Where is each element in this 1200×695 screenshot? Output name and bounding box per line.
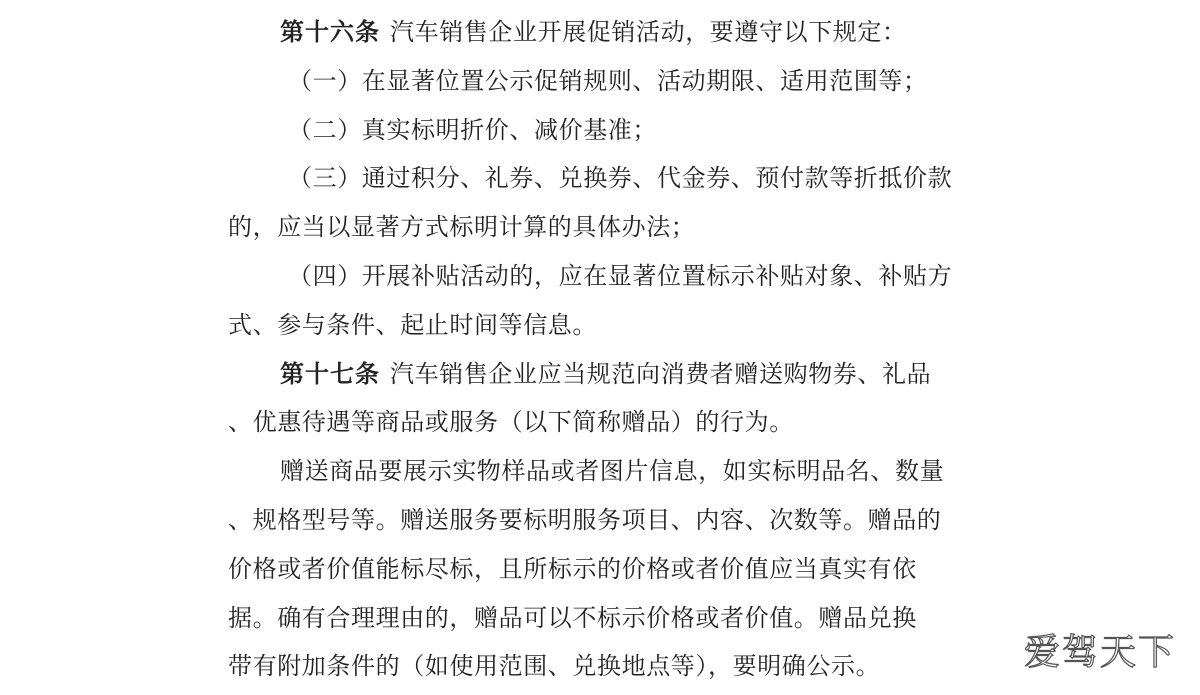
article-17-paragraph-line: 带有附加条件的（如使用范围、兑换地点等），要明确公示。 [228,652,881,681]
article-17-paragraph-line: 据。确有合理理由的，赠品可以不标示价格或者价值。赠品兑换 [228,603,917,632]
article-17-intro: 汽车销售企业应当规范向消费者赠送购物券、礼品 [390,359,932,388]
article-16-intro: 汽车销售企业开展促销活动，要遵守以下规定： [390,18,907,46]
article-16-item-3-continued: 的，应当以显著方式标明计算的具体办法； [228,213,696,242]
article-16-item-3: （三）通过积分、礼券、兑换券、代金券、预付款等折抵价款 [288,164,953,193]
article-17-heading-line [228,350,980,399]
article-17-paragraph-line: 赠送商品要展示实物样品或者图片信息，如实标明品名、数量 [280,457,945,486]
article-16-label: 第十六条 [280,18,380,46]
article-17-label: 第十七条 [280,359,380,388]
article-17-paragraph-line: 、规格型号等。赠送服务要标明服务项目、内容、次数等。赠品的 [228,505,942,534]
article-16-item-4: （四）开展补贴活动的，应在显著位置标示补贴对象、补贴方 [288,261,953,290]
regulation-text [228,8,980,691]
article-16-item-4-continued: 式、参与条件、起止时间等信息。 [228,310,597,339]
article-16-item-2: （二）真实标明折价、减价基准； [288,115,657,144]
article-17-paragraph-line: 价格或者价值能标尽标，且所标示的价格或者价值应当真实有依 [228,554,917,583]
article-16-item-1: （一）在显著位置公示促销规则、活动期限、适用范围等； [288,66,928,95]
article-16-heading-line [228,8,980,57]
article-17-intro-continued: 、优惠待遇等商品或服务（以下简称赠品）的行为。 [228,408,794,437]
watermark-logo: 爱驾天下 [1023,632,1176,673]
